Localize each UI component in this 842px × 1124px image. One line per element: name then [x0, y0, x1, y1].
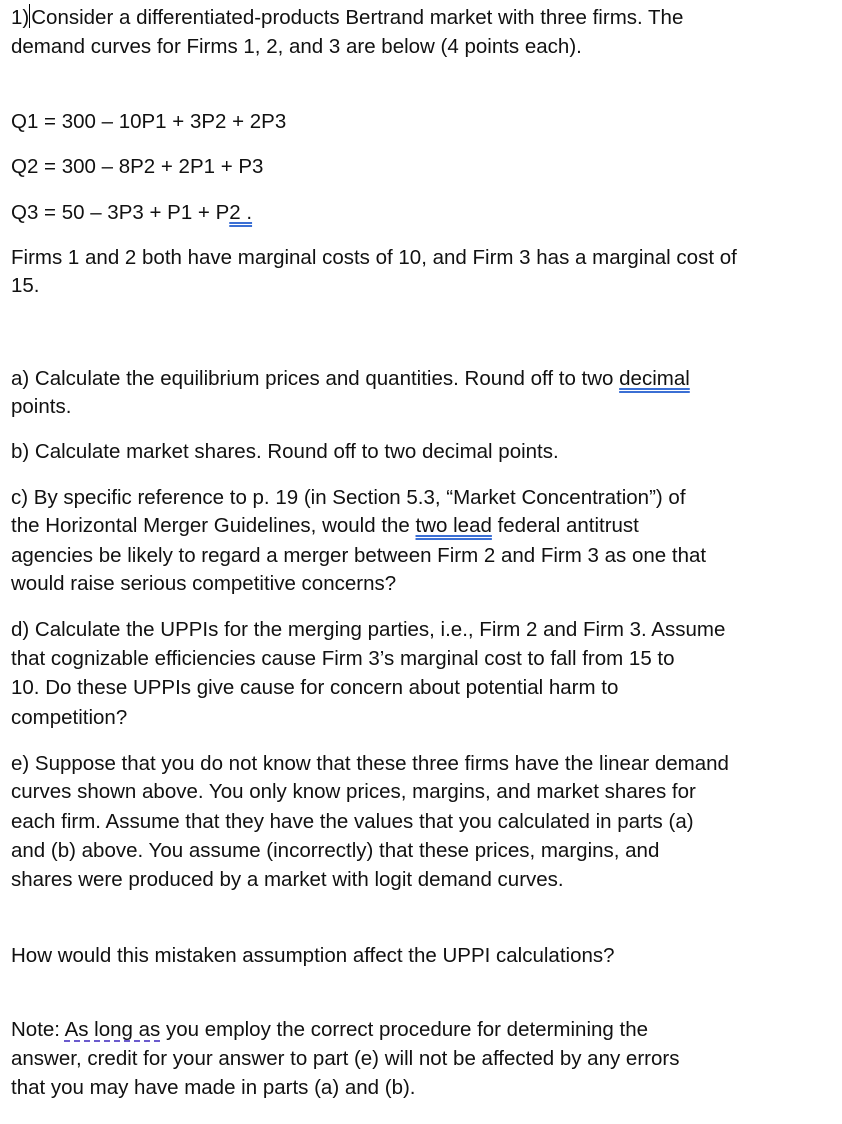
part-a-line-2: points.: [11, 395, 72, 418]
equation-q3-flagged: 2 .: [229, 201, 253, 224]
part-d-line-3: 10. Do these UPPIs give cause for concern about potential harm to: [11, 676, 619, 699]
costs-line-1: Firms 1 and 2 both have marginal costs of 10, and Firm 3 has a marginal cost of: [11, 246, 737, 269]
part-c-text-pre: the Horizontal Merger Guidelines, would the: [11, 514, 416, 537]
note-flagged-phrase: As long as: [64, 1018, 161, 1041]
equation-q3: [11, 198, 252, 227]
note-label: Note:: [11, 1018, 65, 1041]
part-c-line-3: agencies be likely to regard a merger between Firm 2 and Firm 3 as one that: [11, 544, 707, 567]
part-e-line-3: each firm. Assume that they have the values that you calculated in parts (a): [11, 810, 694, 833]
part-e-line-2: curves shown above. You only know prices, margins, and market shares for: [11, 780, 696, 803]
part-b-line-1: b) Calculate market shares. Round off to two decimal points.: [11, 440, 559, 463]
part-c-line-1: c) By specific reference to p. 19 (in Section 5.3, “Market Concentration”) of: [11, 486, 686, 509]
equation-q3-main: Q3 = 50 – 3P3 + P1 + P: [11, 201, 230, 224]
note-text-rest: you employ the correct procedure for determining the: [160, 1018, 648, 1041]
note-line-1: [11, 1015, 648, 1044]
note-line-2: answer, credit for your answer to part (e) will not be affected by any errors: [11, 1047, 680, 1070]
equation-q2: Q2 = 300 – 8P2 + 2P1 + P3: [11, 155, 264, 178]
question-intro-line-2: demand curves for Firms 1, 2, and 3 are below (4 points each).: [11, 35, 582, 58]
part-d-line-4: competition?: [11, 706, 128, 729]
part-a-line-1: [11, 364, 690, 393]
equation-q1: Q1 = 300 – 10P1 + 3P2 + 2P3: [11, 110, 287, 133]
part-d-line-2: that cognizable efficiencies cause Firm 3’s marginal cost to fall from 15 to: [11, 647, 675, 670]
followup-question: How would this mistaken assumption affect the UPPI calculations?: [11, 944, 615, 967]
part-a-text: a) Calculate the equilibrium prices and quantities. Round off to two: [11, 367, 620, 390]
part-c-line-2: [11, 511, 639, 540]
part-c-line-4: would raise serious competitive concerns?: [11, 572, 397, 595]
question-intro-line-1: [11, 3, 683, 32]
costs-line-2: 15.: [11, 274, 40, 297]
question-intro-text-1: Consider a differentiated-products Bertrand market with three firms. The: [31, 6, 684, 29]
part-c-text-post: federal antitrust: [491, 514, 639, 537]
part-e-line-1: e) Suppose that you do not know that these three firms have the linear demand: [11, 752, 729, 775]
part-e-line-5: shares were produced by a market with logit demand curves.: [11, 868, 564, 891]
part-a-flagged-word: decimal: [619, 367, 690, 390]
part-e-line-4: and (b) above. You assume (incorrectly) that these prices, margins, and: [11, 839, 660, 862]
note-line-3: that you may have made in parts (a) and (b).: [11, 1076, 416, 1099]
part-c-flagged-phrase: two lead: [415, 514, 492, 537]
question-number: 1): [11, 6, 30, 29]
part-d-line-1: d) Calculate the UPPIs for the merging parties, i.e., Firm 2 and Firm 3. Assume: [11, 618, 726, 641]
